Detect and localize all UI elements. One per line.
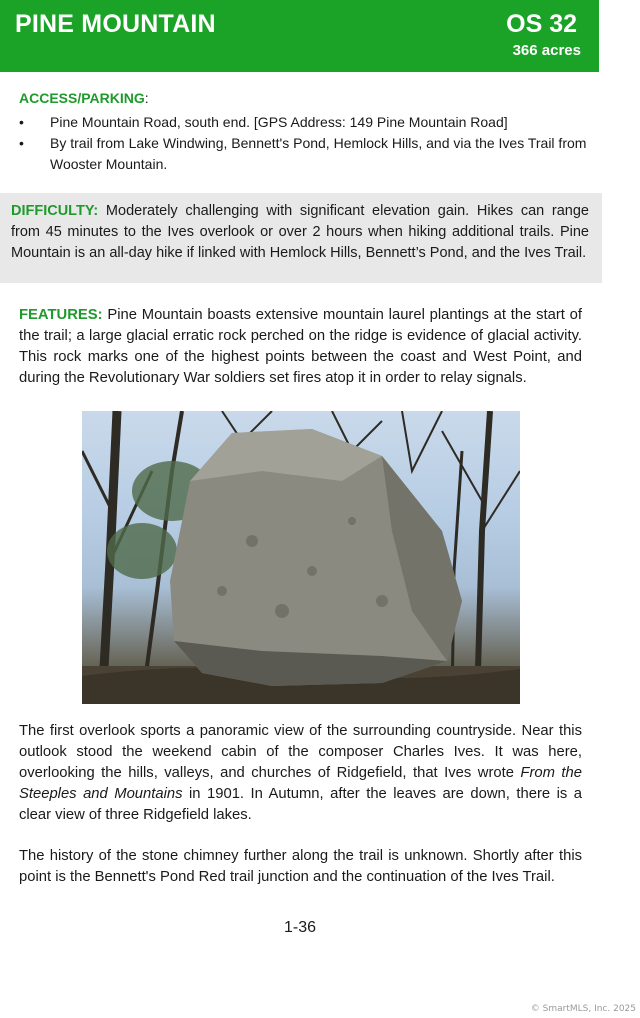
access-item-text: Pine Mountain Road, south end. [GPS Address: 149 Pine Mountain Road] [50, 114, 508, 130]
difficulty-label: DIFFICULTY: [11, 203, 99, 219]
features-text: Pine Mountain boasts extensive mountain laurel plantings at the start of the trail; a large glacial erratic rock perched on the ridge is evidence of glacial activity. This rock marks one of the highest points between the coast and West Point, and during the Revolutionary War soldiers set fires atop it in order to relay signals. [19, 307, 582, 386]
park-title: PINE MOUNTAIN [15, 10, 216, 38]
chimney-paragraph: The history of the stone chimney further along the trail is unknown. Shortly after this point is the Bennett's Pond Red trail junction and the continuation of the Ives Trail. [19, 848, 582, 885]
access-parking-section [19, 90, 589, 175]
access-heading [19, 90, 589, 106]
difficulty-text: Moderately challenging with significant elevation gain. Hikes can range from 45 minutes to the Ives overlook or over 2 hours when hiking additional trails. Pine Mountain is an all-day hike if linked with Hemlock Hills, Bennett’s Pond, and the Ives Trail. [11, 203, 589, 261]
overlook-text-after: in 1901. In Autumn, after the leaves are down, there is a clear view of three Ridgefield lakes. [19, 786, 582, 823]
difficulty-paragraph [11, 201, 589, 264]
access-item-text: By trail from Lake Windwing, Bennett's Pond, Hemlock Hills, and via the Ives Trail from Wooster Mountain. [50, 135, 587, 172]
access-colon: : [144, 90, 149, 106]
page-number: 1-36 [283, 919, 317, 936]
list-item [19, 112, 589, 133]
overlook-text-before: The first overlook sports a panoramic view of the surrounding countryside. Near this outlook stood the weekend cabin of the composer Charles Ives. It was here, overlooking the hills, valleys, and churches of Ridgefield, that Ives wrote [19, 723, 582, 781]
bullet-icon: • [19, 135, 24, 151]
access-list [19, 112, 589, 175]
features-label: FEATURES: [19, 307, 103, 323]
overlook-paragraph [19, 721, 582, 826]
boulder-illustration [82, 411, 520, 704]
composition-title: From the Steeples and Mountains [19, 765, 582, 802]
list-item [19, 133, 589, 175]
access-label: ACCESS/PARKING [19, 90, 145, 106]
park-code: OS 32 [506, 10, 577, 38]
copyright-notice: © SmartMLS, Inc. 2025 [530, 1004, 636, 1014]
glacial-erratic-photo [82, 411, 520, 704]
park-acres: 366 acres [512, 42, 581, 59]
bullet-icon: • [19, 114, 24, 130]
page-header [0, 0, 599, 72]
difficulty-section [0, 193, 602, 283]
features-paragraph [19, 305, 582, 389]
